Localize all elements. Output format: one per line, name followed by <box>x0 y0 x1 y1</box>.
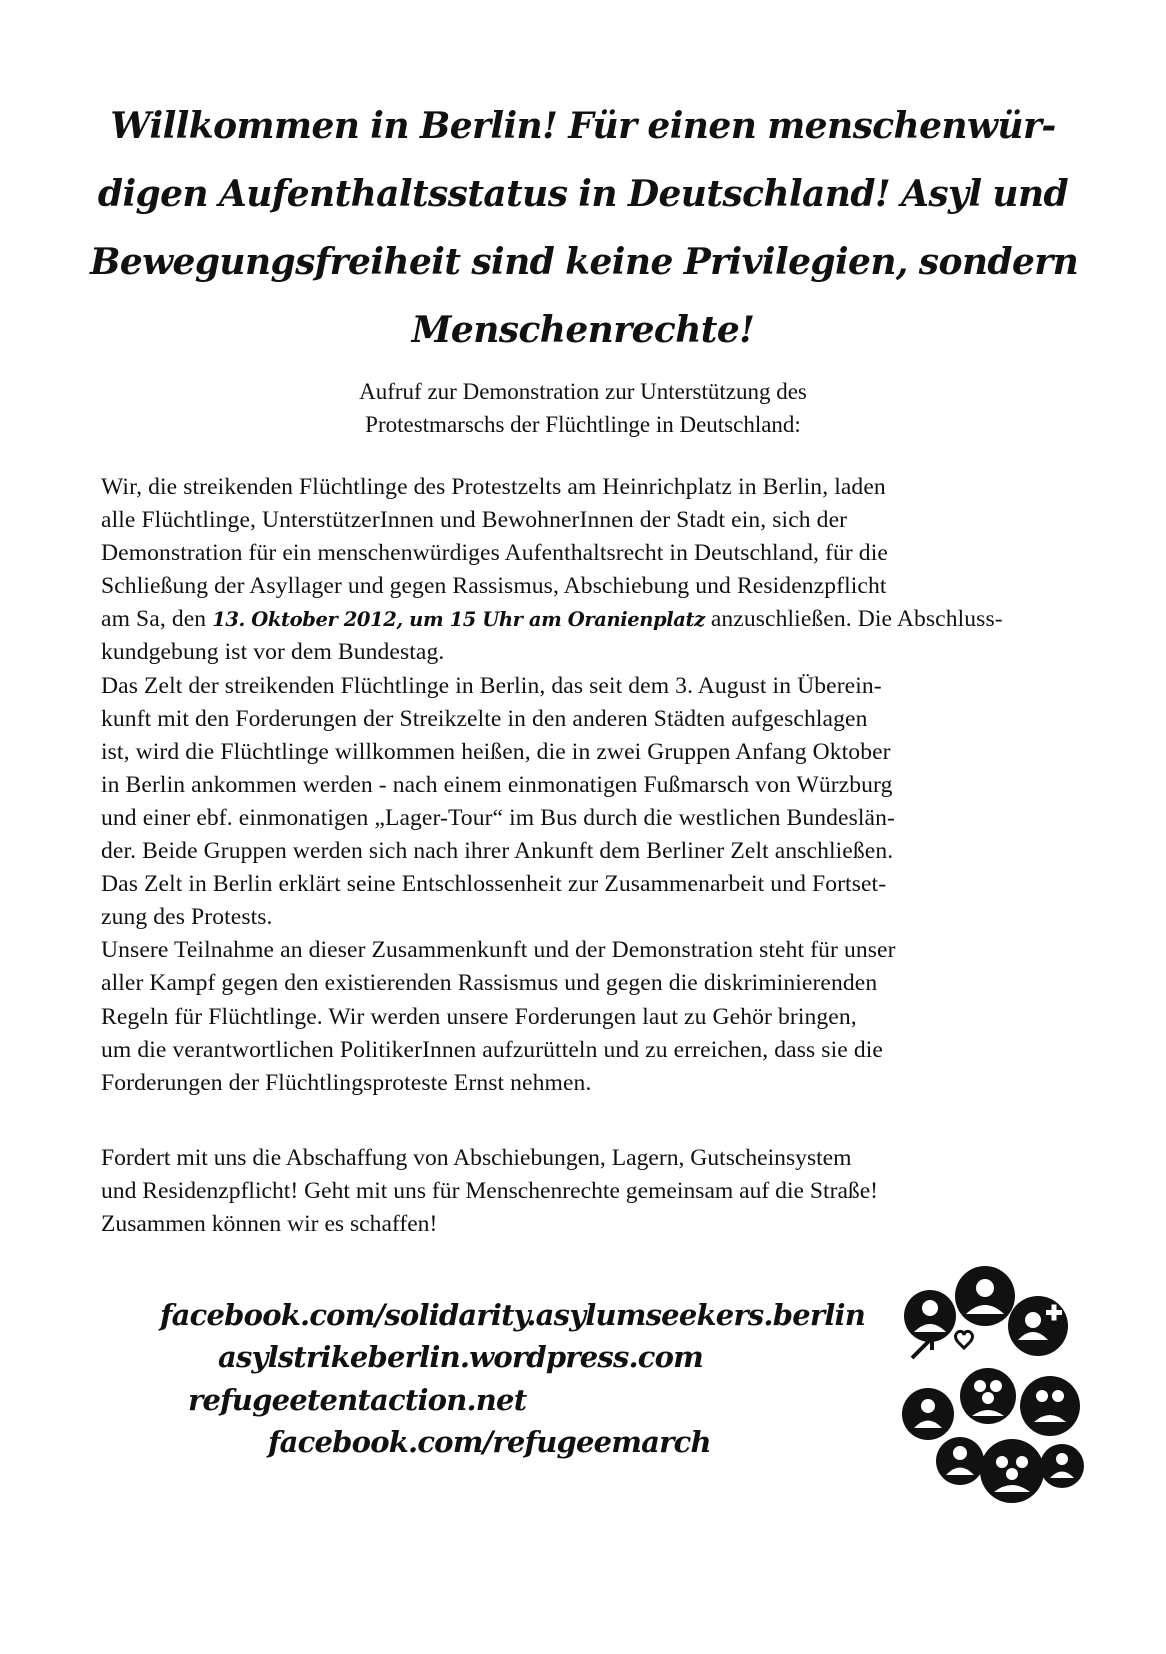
headline-line-1: Willkommen in Berlin! Für einen menschenwür- <box>110 105 1056 147</box>
body-line: Das Zelt der streikenden Flüchtlinge in Berlin, das seit dem 3. August in Überein- <box>101 672 882 699</box>
body-line: Das Zelt in Berlin erklärt seine Entschlossenheit zur Zusammenarbeit und Fortset- <box>101 871 887 898</box>
headline-line-4: Menschenrechte! <box>411 309 755 351</box>
link-wordpress[interactable]: asylstrikeberlin.wordpress.com <box>218 1340 704 1374</box>
body-line: Wir, die streikenden Flüchtlinge des Protestzelts am Heinrichplatz in Berlin, laden <box>101 474 886 500</box>
closing-line: Zusammen können wir es schaffen! <box>101 1211 438 1238</box>
body-text <box>101 471 1081 1100</box>
body-line: ist, wird die Flüchtlinge willkommen heißen, die in zwei Gruppen Anfang Oktober <box>101 738 891 765</box>
body-line: Demonstration für ein menschenwürdiges Aufenthaltsrecht in Deutschland, für die <box>101 540 888 567</box>
subtitle-line-1: Aufruf zur Demonstration zur Unterstützung des <box>359 379 807 404</box>
body-line: aller Kampf gegen den existierenden Rassismus und gegen die diskriminierenden <box>101 970 878 997</box>
link-refugeetentaction[interactable]: refugeetentaction.net <box>188 1383 527 1417</box>
headline <box>90 92 1079 364</box>
headline-line-3: Bewegungsfreiheit sind keine Privilegien, sondern <box>90 241 1079 283</box>
body-line: und einer ebf. einmonatigen „Lager-Tour“ im Bus durch die westlichen Bundeslän- <box>101 804 895 831</box>
body-line: in Berlin ankommen werden - nach einem einmonatigen Fußmarsch von Würzburg <box>101 771 893 798</box>
subtitle <box>200 375 966 441</box>
link-facebook-refugeemarch[interactable]: facebook.com/refugeemarch <box>268 1425 711 1459</box>
body-line: der. Beide Gruppen werden sich nach ihrer Ankunft dem Berliner Zelt anschließen. <box>101 838 894 865</box>
body-line: Schließung der Asyllager und gegen Rassismus, Abschiebung und Residenzpflicht <box>101 573 887 600</box>
body-line: Forderungen der Flüchtlingsproteste Ernst nehmen. <box>101 1069 592 1096</box>
subtitle-line-2: Protestmarschs der Flüchtlinge in Deutschland: <box>365 412 801 437</box>
body-line: Regeln für Flüchtlinge. Wir werden unsere Forderungen laut zu Gehör bringen, <box>101 1003 857 1030</box>
date-line <box>101 603 1081 636</box>
closing-text <box>101 1142 1081 1241</box>
date-line-before: am Sa, den <box>101 606 213 633</box>
date-highlight: 13. Oktober 2012, um 15 Uhr am Oranienplatz <box>212 608 705 632</box>
closing-line: Fordert mit uns die Abschaffung von Abschiebungen, Lagern, Gutscheinsystem <box>101 1145 852 1171</box>
headline-line-2: digen Aufenthaltsstatus in Deutschland! Asyl und <box>97 173 1069 215</box>
date-line-after: anzuschließen. Die Abschluss- <box>704 606 1003 633</box>
closing-line: und Residenzpflicht! Geht mit uns für Menschenrechte gemeinsam auf die Straße! <box>101 1178 879 1205</box>
body-line: Unsere Teilnahme an dieser Zusammenkunft und der Demonstration steht für unser <box>101 937 896 964</box>
link-facebook-solidarity[interactable]: facebook.com/solidarity.asylumseekers.berlin <box>160 1298 866 1332</box>
body-line: um die verantwortlichen PolitikerInnen aufzurütteln und zu erreichen, dass sie die <box>101 1036 883 1063</box>
body-line: kunft mit den Forderungen der Streikzelte in den anderen Städten aufgeschlagen <box>101 705 868 732</box>
body-line: zung des Protests. <box>101 904 273 931</box>
body-line: alle Flüchtlinge, UnterstützerInnen und BewohnerInnen der Stadt ein, sich der <box>101 507 848 534</box>
body-line: kundgebung ist vor dem Bundestag. <box>101 639 445 666</box>
refugee-community-logo-icon <box>900 1266 1090 1516</box>
